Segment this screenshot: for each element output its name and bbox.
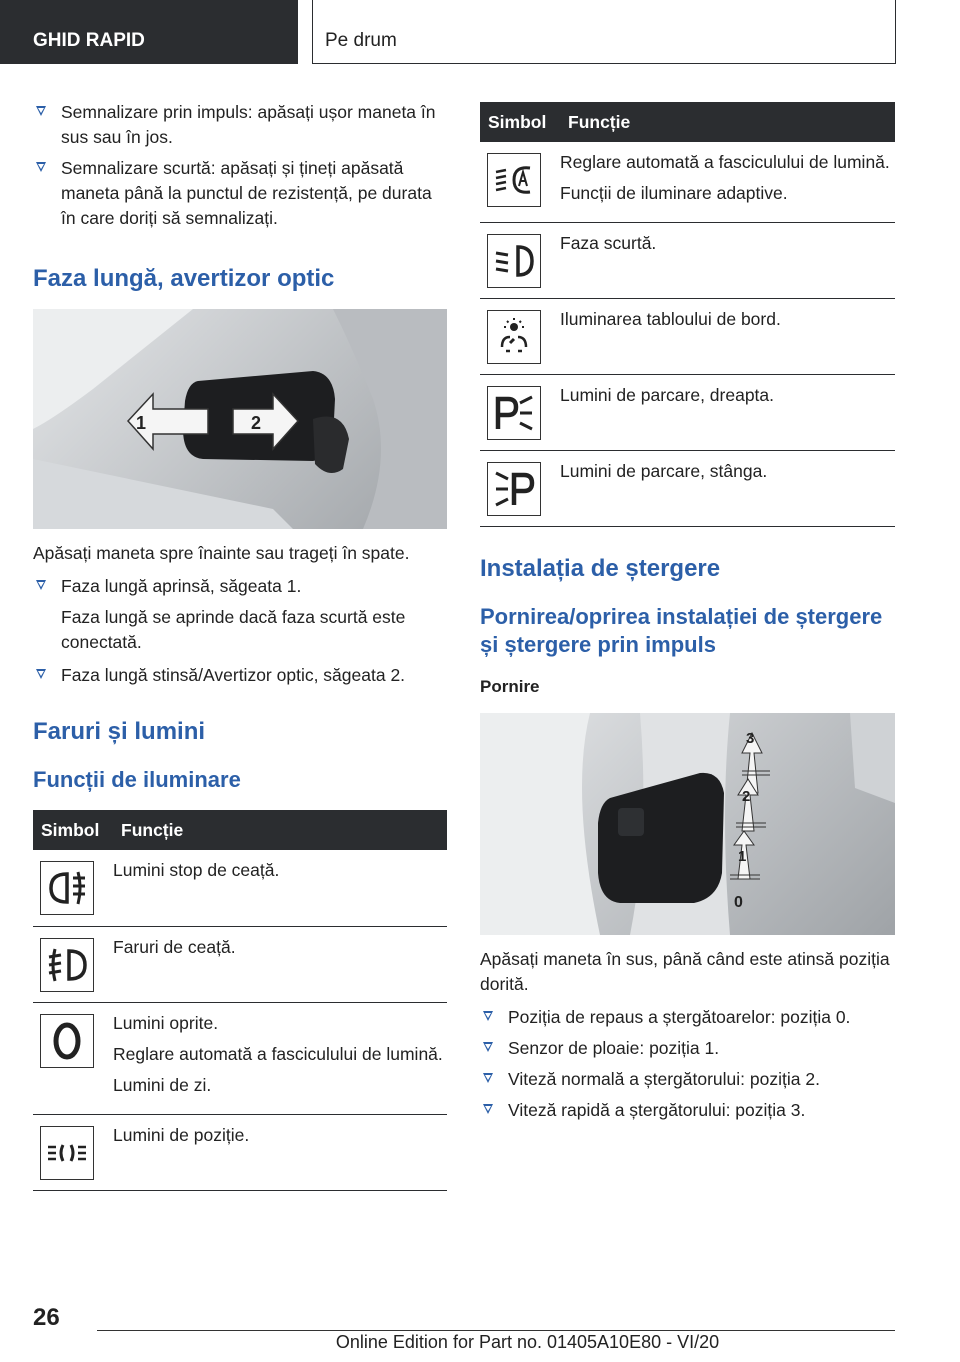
table-header-row (480, 102, 895, 142)
parking-left-icon (487, 462, 541, 516)
table-row: Lumini de parcare, stânga. (480, 451, 895, 527)
bullet-triangle-icon (36, 162, 46, 172)
footer-divider (97, 1330, 895, 1331)
section-title: GHID RAPID (33, 30, 145, 51)
table-header-row (33, 810, 447, 850)
list-item: Poziția de repaus a ștergătoarelor: poziția 0. (480, 1005, 895, 1030)
bullet-triangle-icon (483, 1042, 493, 1052)
zero-position-icon (40, 1014, 94, 1068)
wiper-position-0: 0 (734, 894, 743, 911)
list-item: Viteză normală a ștergătorului: poziția 2. (480, 1067, 895, 1092)
bullet-triangle-icon (483, 1073, 493, 1083)
wiper-position-1: 1 (738, 848, 747, 865)
high-beam-list (33, 574, 447, 688)
heading-high-beam: Faza lungă, avertizor optic (33, 265, 335, 292)
col-header-symbol: Simbol (480, 102, 560, 142)
page-number: 26 (33, 1304, 60, 1331)
arrow-label-2: 2 (251, 413, 262, 433)
bullet-triangle-icon (483, 1104, 493, 1114)
heading-lighting-functions: Funcții de iluminare (33, 767, 241, 792)
table-row: Reglare automată a fasciculului de lumină. Funcții de iluminare adaptive. (480, 142, 895, 223)
heading-start: Pornire (480, 677, 540, 696)
lighting-functions-table (33, 810, 447, 1191)
bullet-triangle-icon (483, 1011, 493, 1021)
arrow-label-1: 1 (136, 413, 147, 433)
lever-illustration (33, 309, 447, 529)
wiper-lever-photo (480, 713, 895, 935)
heading-wipers-onoff: Pornirea/oprirea instalației de ștergere și ștergere prin impuls (480, 604, 883, 657)
footer-edition: Online Edition for Part no. 01405A10E80 - VI/20 (335, 1332, 720, 1352)
parking-right-icon (487, 386, 541, 440)
right-column (480, 102, 895, 1129)
wiper-positions-list (480, 1005, 895, 1123)
wiper-position-2: 2 (742, 788, 751, 805)
table-row: Lumini stop de ceață. (33, 850, 447, 926)
list-item: Senzor de ploaie: poziția 1. (480, 1036, 895, 1061)
heading-wipers: Instalația de ștergere (480, 555, 721, 582)
section-tab (0, 0, 298, 64)
list-item: Faza lungă aprinsă, săgeata 1. Faza lungă se aprinde dacă faza scurtă este conectată. (33, 574, 447, 655)
high-beam-instruction: Apăsați maneta spre înainte sau trageți în spate. (33, 543, 410, 563)
bullet-triangle-icon (36, 669, 46, 679)
low-beam-icon (487, 234, 541, 288)
table-row: Faza scurtă. (480, 223, 895, 299)
table-row: Lumini oprite. Reglare automată a fasciculului de lumină. Lumini de zi. (33, 1002, 447, 1114)
front-fog-light-icon (40, 938, 94, 992)
col-header-function: Funcție (560, 102, 895, 142)
turn-signal-list (33, 100, 447, 231)
chapter-tab (312, 0, 896, 64)
table-row: Lumini de parcare, dreapta. (480, 375, 895, 451)
list-item: Faza lungă stinsă/Avertizor optic, săgeata 2. (33, 663, 447, 688)
wiper-position-3: 3 (746, 730, 755, 747)
col-header-symbol: Simbol (33, 810, 113, 850)
table-row: Faruri de ceață. (33, 926, 447, 1002)
list-item: Viteză rapidă a ștergătorului: poziția 3. (480, 1098, 895, 1123)
bullet-triangle-icon (36, 106, 46, 116)
chapter-title: Pe drum (325, 30, 397, 51)
lighting-functions-table-continued (480, 102, 895, 527)
instrument-lighting-icon (487, 310, 541, 364)
table-row: Iluminarea tabloului de bord. (480, 299, 895, 375)
position-lights-icon (40, 1126, 94, 1180)
table-row: Lumini de poziție. (33, 1114, 447, 1190)
list-item: Semnalizare prin impuls: apăsați ușor maneta în sus sau în jos. (33, 100, 447, 150)
list-item: Semnalizare scurtă: apăsați și țineți apăsată maneta până la punctul de rezistență, pe durata în care doriți să semnalizați. (33, 156, 447, 231)
rear-fog-light-icon (40, 861, 94, 915)
high-beam-note: Faza lungă se aprinde dacă faza scurtă este conectată. (61, 607, 406, 652)
bullet-triangle-icon (36, 580, 46, 590)
auto-headlight-icon (487, 153, 541, 207)
col-header-function: Funcție (113, 810, 447, 850)
high-beam-lever-photo (33, 309, 447, 529)
wiper-illustration (480, 713, 895, 935)
left-column (33, 100, 447, 1191)
wiper-instruction: Apăsați maneta în sus, până când este atinsă poziția dorită. (480, 949, 890, 994)
heading-lights: Faruri și lumini (33, 718, 206, 745)
